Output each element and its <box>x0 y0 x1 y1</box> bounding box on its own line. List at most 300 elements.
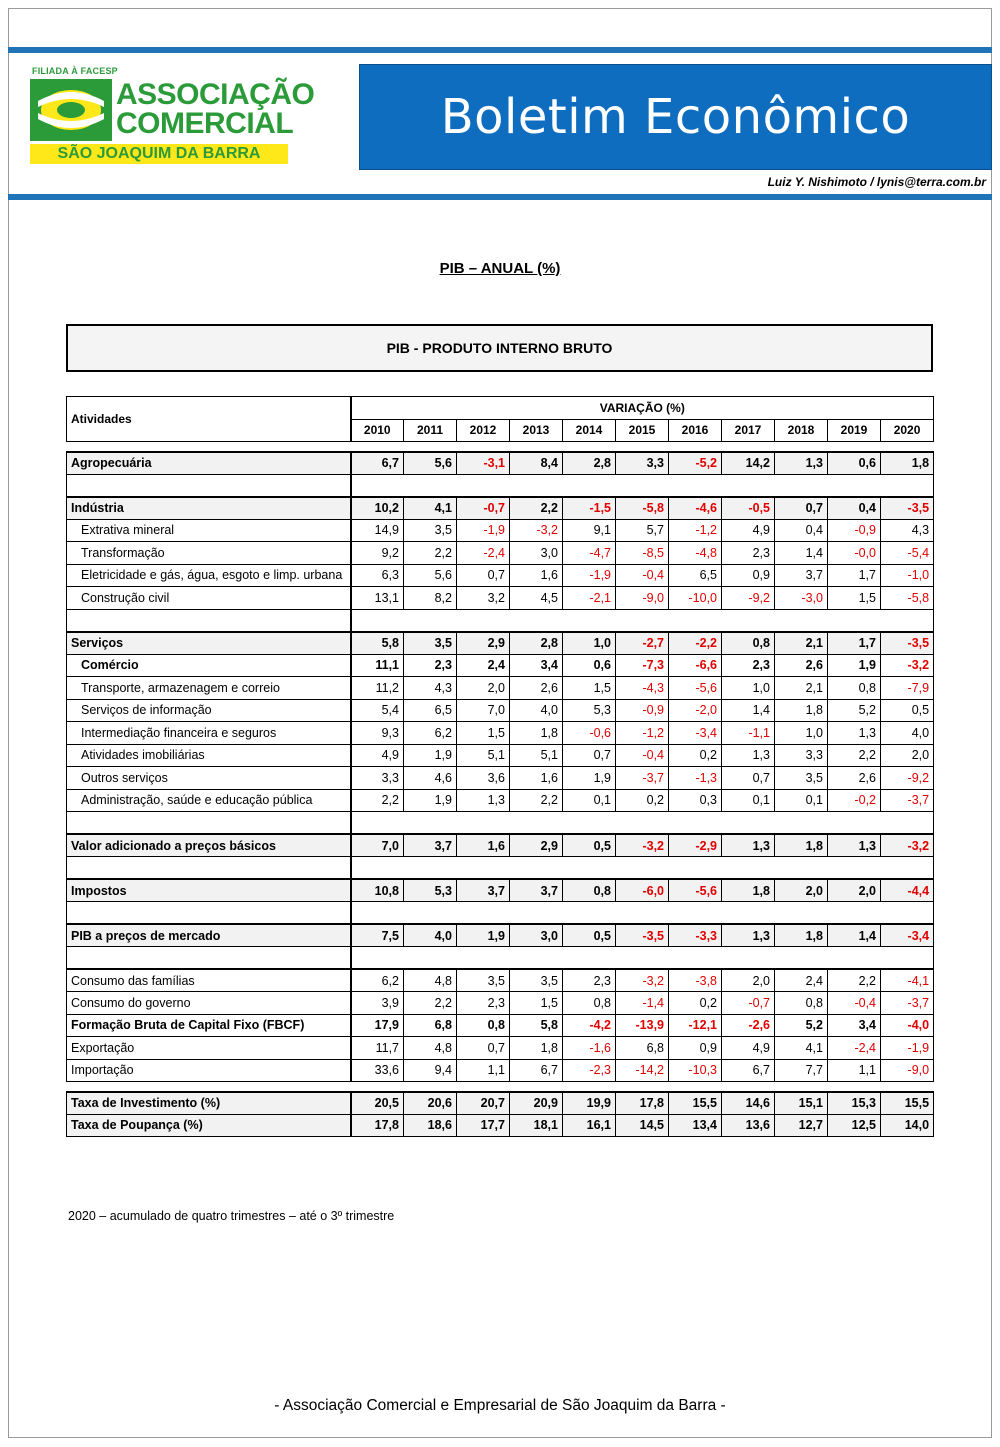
value-cell: 4,3 <box>881 519 934 542</box>
value-cell: 5,8 <box>351 632 404 655</box>
value-cell: 20,5 <box>351 1092 404 1115</box>
value-cell: -2,4 <box>828 1037 881 1060</box>
value-cell: 4,1 <box>404 497 457 520</box>
spacer-row <box>67 442 934 452</box>
row-label: Serviços <box>67 632 351 655</box>
value-cell: -3,7 <box>616 767 669 790</box>
value-cell: -0,6 <box>563 722 616 745</box>
value-cell: 3,5 <box>404 519 457 542</box>
table-row <box>67 834 934 857</box>
value-cell: -0,5 <box>722 497 775 520</box>
value-cell: -3,1 <box>457 452 510 475</box>
table-row <box>67 1114 934 1137</box>
value-cell: 3,3 <box>351 767 404 790</box>
row-label: Consumo do governo <box>67 992 351 1015</box>
value-cell: 14,9 <box>351 519 404 542</box>
table-header-row-1 <box>67 397 934 420</box>
year-header: 2020 <box>881 419 934 442</box>
value-cell: -2,0 <box>669 699 722 722</box>
value-cell: -0,4 <box>616 564 669 587</box>
value-cell: 9,4 <box>404 1059 457 1082</box>
value-cell: -9,0 <box>616 587 669 610</box>
row-label: Transformação <box>67 542 351 565</box>
value-cell: 0,8 <box>457 1014 510 1037</box>
table-row <box>67 744 934 767</box>
association-logo <box>28 66 315 166</box>
value-cell: 1,1 <box>828 1059 881 1082</box>
table-row <box>67 497 934 520</box>
value-cell: -0,9 <box>828 519 881 542</box>
value-cell: 3,7 <box>457 879 510 902</box>
value-cell: 0,7 <box>457 564 510 587</box>
row-label: Transporte, armazenagem e correio <box>67 677 351 700</box>
table-row <box>67 1037 934 1060</box>
row-label: Comércio <box>67 654 351 677</box>
table-title: PIB - PRODUTO INTERNO BRUTO <box>386 340 613 356</box>
value-cell: 11,7 <box>351 1037 404 1060</box>
value-cell: 1,8 <box>775 924 828 947</box>
value-cell: 8,4 <box>510 452 563 475</box>
value-cell: 1,8 <box>510 722 563 745</box>
column-group-header: VARIAÇÃO (%) <box>351 397 934 420</box>
gdp-table <box>66 396 934 1137</box>
year-header: 2019 <box>828 419 881 442</box>
table-body <box>67 442 934 1137</box>
blank-cell <box>351 812 934 835</box>
logo-filiada-text: FILIADA À FACESP <box>32 66 118 76</box>
value-cell: 3,3 <box>616 452 669 475</box>
value-cell: 0,6 <box>828 452 881 475</box>
value-cell: 0,1 <box>722 789 775 812</box>
value-cell: -5,2 <box>669 452 722 475</box>
value-cell: 4,0 <box>881 722 934 745</box>
year-header: 2010 <box>351 419 404 442</box>
value-cell: -4,3 <box>616 677 669 700</box>
value-cell: 2,0 <box>457 677 510 700</box>
blank-row <box>67 474 934 497</box>
blank-row <box>67 857 934 880</box>
value-cell: 0,9 <box>722 564 775 587</box>
value-cell: -9,0 <box>881 1059 934 1082</box>
value-cell: 1,9 <box>828 654 881 677</box>
value-cell: 2,3 <box>722 542 775 565</box>
value-cell: 1,0 <box>563 632 616 655</box>
value-cell: 5,7 <box>616 519 669 542</box>
row-label: Outros serviços <box>67 767 351 790</box>
value-cell: 5,1 <box>457 744 510 767</box>
value-cell: -5,6 <box>669 677 722 700</box>
value-cell: 0,3 <box>669 789 722 812</box>
row-label: Valor adicionado a preços básicos <box>67 834 351 857</box>
value-cell: -1,2 <box>616 722 669 745</box>
value-cell: 5,3 <box>563 699 616 722</box>
value-cell: -2,1 <box>563 587 616 610</box>
value-cell: 18,6 <box>404 1114 457 1137</box>
value-cell: 1,8 <box>775 834 828 857</box>
value-cell: 1,7 <box>828 632 881 655</box>
value-cell: 2,0 <box>828 879 881 902</box>
value-cell: 33,6 <box>351 1059 404 1082</box>
value-cell: 6,2 <box>404 722 457 745</box>
value-cell: 4,0 <box>510 699 563 722</box>
value-cell: -7,3 <box>616 654 669 677</box>
column-header-activities: Atividades <box>67 397 351 442</box>
value-cell: 7,0 <box>457 699 510 722</box>
spacer-cell <box>67 442 934 452</box>
value-cell: 13,1 <box>351 587 404 610</box>
value-cell: 4,3 <box>404 677 457 700</box>
value-cell: 19,9 <box>563 1092 616 1115</box>
value-cell: -0,7 <box>722 992 775 1015</box>
value-cell: -3,2 <box>616 834 669 857</box>
year-header: 2017 <box>722 419 775 442</box>
value-cell: 1,4 <box>722 699 775 722</box>
value-cell: 1,3 <box>722 834 775 857</box>
value-cell: -0,0 <box>828 542 881 565</box>
value-cell: -4,2 <box>563 1014 616 1037</box>
blank-row <box>67 812 934 835</box>
value-cell: -3,3 <box>669 924 722 947</box>
value-cell: 1,6 <box>510 564 563 587</box>
header-top-rule <box>8 47 992 53</box>
row-label: PIB a preços de mercado <box>67 924 351 947</box>
value-cell: -1,9 <box>881 1037 934 1060</box>
value-cell: -0,9 <box>616 699 669 722</box>
value-cell: -5,8 <box>881 587 934 610</box>
value-cell: 3,3 <box>775 744 828 767</box>
author-credit: Luiz Y. Nishimoto / lynis@terra.com.br <box>767 175 986 189</box>
year-header: 2011 <box>404 419 457 442</box>
row-label: Agropecuária <box>67 452 351 475</box>
table-row <box>67 969 934 992</box>
value-cell: 1,7 <box>828 564 881 587</box>
value-cell: 17,8 <box>616 1092 669 1115</box>
value-cell: 14,2 <box>722 452 775 475</box>
table-row <box>67 677 934 700</box>
value-cell: 2,2 <box>510 789 563 812</box>
bulletin-banner <box>359 64 992 170</box>
year-header: 2015 <box>616 419 669 442</box>
value-cell: 2,2 <box>828 744 881 767</box>
value-cell: 3,9 <box>351 992 404 1015</box>
value-cell: 1,4 <box>828 924 881 947</box>
value-cell: 15,5 <box>669 1092 722 1115</box>
value-cell: -8,5 <box>616 542 669 565</box>
value-cell: -14,2 <box>616 1059 669 1082</box>
header-bottom-rule <box>8 194 992 200</box>
year-header: 2018 <box>775 419 828 442</box>
value-cell: 0,5 <box>881 699 934 722</box>
value-cell: 2,0 <box>775 879 828 902</box>
table-row <box>67 519 934 542</box>
value-cell: 2,4 <box>457 654 510 677</box>
value-cell: 6,5 <box>669 564 722 587</box>
value-cell: 11,1 <box>351 654 404 677</box>
value-cell: -6,6 <box>669 654 722 677</box>
value-cell: -12,1 <box>669 1014 722 1037</box>
value-cell: 0,6 <box>563 654 616 677</box>
value-cell: -10,3 <box>669 1059 722 1082</box>
value-cell: -2,2 <box>669 632 722 655</box>
value-cell: 5,6 <box>404 452 457 475</box>
value-cell: -3,5 <box>616 924 669 947</box>
value-cell: -5,4 <box>881 542 934 565</box>
value-cell: -2,7 <box>616 632 669 655</box>
page-footer: - Associação Comercial e Empresarial de São Joaquim da Barra - <box>274 1397 726 1414</box>
value-cell: 0,8 <box>722 632 775 655</box>
value-cell: 2,6 <box>510 677 563 700</box>
value-cell: -9,2 <box>722 587 775 610</box>
value-cell: 6,2 <box>351 969 404 992</box>
value-cell: -0,4 <box>616 744 669 767</box>
value-cell: 20,9 <box>510 1092 563 1115</box>
value-cell: 1,3 <box>828 834 881 857</box>
value-cell: -3,4 <box>669 722 722 745</box>
value-cell: 17,8 <box>351 1114 404 1137</box>
value-cell: 7,7 <box>775 1059 828 1082</box>
value-cell: -3,0 <box>775 587 828 610</box>
value-cell: 1,4 <box>775 542 828 565</box>
value-cell: 3,6 <box>457 767 510 790</box>
value-cell: 15,3 <box>828 1092 881 1115</box>
value-cell: 0,8 <box>563 992 616 1015</box>
value-cell: 1,6 <box>510 767 563 790</box>
value-cell: 1,9 <box>404 789 457 812</box>
value-cell: 1,9 <box>457 924 510 947</box>
value-cell: 12,7 <box>775 1114 828 1137</box>
value-cell: 1,5 <box>510 992 563 1015</box>
value-cell: -2,6 <box>722 1014 775 1037</box>
table-row <box>67 452 934 475</box>
value-cell: 3,7 <box>510 879 563 902</box>
value-cell: -10,0 <box>669 587 722 610</box>
blank-cell <box>67 474 351 497</box>
value-cell: 14,0 <box>881 1114 934 1137</box>
value-cell: -4,6 <box>669 497 722 520</box>
value-cell: 3,4 <box>828 1014 881 1037</box>
value-cell: 13,4 <box>669 1114 722 1137</box>
blank-cell <box>67 902 351 925</box>
value-cell: -3,5 <box>881 497 934 520</box>
value-cell: 6,5 <box>404 699 457 722</box>
blank-cell <box>351 474 934 497</box>
value-cell: 1,5 <box>563 677 616 700</box>
value-cell: 3,5 <box>775 767 828 790</box>
value-cell: 1,3 <box>775 452 828 475</box>
value-cell: 7,5 <box>351 924 404 947</box>
value-cell: 5,6 <box>404 564 457 587</box>
value-cell: 2,2 <box>828 969 881 992</box>
row-label: Taxa de Investimento (%) <box>67 1092 351 1115</box>
value-cell: 1,8 <box>881 452 934 475</box>
value-cell: -1,3 <box>669 767 722 790</box>
table-row <box>67 789 934 812</box>
value-cell: 0,2 <box>669 992 722 1015</box>
value-cell: 0,4 <box>775 519 828 542</box>
value-cell: 2,3 <box>404 654 457 677</box>
value-cell: -5,6 <box>669 879 722 902</box>
blank-row <box>67 609 934 632</box>
value-cell: 12,5 <box>828 1114 881 1137</box>
value-cell: 2,3 <box>722 654 775 677</box>
table-row <box>67 1059 934 1082</box>
row-label: Formação Bruta de Capital Fixo (FBCF) <box>67 1014 351 1037</box>
value-cell: 20,6 <box>404 1092 457 1115</box>
value-cell: 3,4 <box>510 654 563 677</box>
value-cell: 1,8 <box>510 1037 563 1060</box>
value-cell: 0,5 <box>563 924 616 947</box>
value-cell: -1,9 <box>457 519 510 542</box>
value-cell: 13,6 <box>722 1114 775 1137</box>
table-row <box>67 654 934 677</box>
value-cell: 5,1 <box>510 744 563 767</box>
value-cell: 3,5 <box>404 632 457 655</box>
value-cell: 4,9 <box>722 519 775 542</box>
row-label: Exportação <box>67 1037 351 1060</box>
value-cell: 14,5 <box>616 1114 669 1137</box>
value-cell: 2,9 <box>510 834 563 857</box>
value-cell: -0,7 <box>457 497 510 520</box>
value-cell: 4,5 <box>510 587 563 610</box>
table-row <box>67 722 934 745</box>
table-row <box>67 1092 934 1115</box>
value-cell: -2,4 <box>457 542 510 565</box>
row-label: Eletricidade e gás, água, esgoto e limp. urbana <box>67 564 351 587</box>
value-cell: 1,5 <box>457 722 510 745</box>
value-cell: -3,2 <box>616 969 669 992</box>
row-label: Atividades imobiliárias <box>67 744 351 767</box>
value-cell: 1,3 <box>828 722 881 745</box>
value-cell: 10,8 <box>351 879 404 902</box>
value-cell: 6,8 <box>404 1014 457 1037</box>
value-cell: 17,7 <box>457 1114 510 1137</box>
value-cell: -3,4 <box>881 924 934 947</box>
value-cell: 15,1 <box>775 1092 828 1115</box>
row-label: Serviços de informação <box>67 699 351 722</box>
value-cell: 2,4 <box>775 969 828 992</box>
value-cell: 2,2 <box>351 789 404 812</box>
value-cell: 11,2 <box>351 677 404 700</box>
value-cell: 18,1 <box>510 1114 563 1137</box>
logo-name-line1: ASSOCIAÇÃO <box>116 78 315 111</box>
value-cell: 2,2 <box>510 497 563 520</box>
logo-emblem-icon <box>30 79 112 141</box>
value-cell: -3,5 <box>881 632 934 655</box>
value-cell: -4,1 <box>881 969 934 992</box>
value-cell: 3,5 <box>510 969 563 992</box>
blank-cell <box>67 609 351 632</box>
value-cell: -4,7 <box>563 542 616 565</box>
value-cell: 5,3 <box>404 879 457 902</box>
value-cell: 2,2 <box>404 992 457 1015</box>
row-label: Importação <box>67 1059 351 1082</box>
value-cell: 4,6 <box>404 767 457 790</box>
value-cell: -3,7 <box>881 789 934 812</box>
value-cell: 3,5 <box>457 969 510 992</box>
table-row <box>67 542 934 565</box>
blank-row <box>67 902 934 925</box>
value-cell: 0,9 <box>669 1037 722 1060</box>
value-cell: 1,8 <box>722 879 775 902</box>
value-cell: 1,9 <box>404 744 457 767</box>
value-cell: -0,4 <box>828 992 881 1015</box>
value-cell: 7,0 <box>351 834 404 857</box>
value-cell: 2,6 <box>775 654 828 677</box>
blank-cell <box>67 857 351 880</box>
value-cell: -4,4 <box>881 879 934 902</box>
value-cell: -0,2 <box>828 789 881 812</box>
value-cell: -3,2 <box>510 519 563 542</box>
value-cell: 3,0 <box>510 924 563 947</box>
table-row <box>67 564 934 587</box>
value-cell: 1,0 <box>722 677 775 700</box>
value-cell: -1,4 <box>616 992 669 1015</box>
value-cell: 6,7 <box>510 1059 563 1082</box>
year-header: 2016 <box>669 419 722 442</box>
value-cell: 0,1 <box>563 789 616 812</box>
value-cell: -4,0 <box>881 1014 934 1037</box>
blank-row <box>67 947 934 970</box>
row-label: Indústria <box>67 497 351 520</box>
value-cell: -1,9 <box>563 564 616 587</box>
value-cell: 4,0 <box>404 924 457 947</box>
year-header: 2014 <box>563 419 616 442</box>
value-cell: -7,9 <box>881 677 934 700</box>
value-cell: 2,3 <box>457 992 510 1015</box>
value-cell: 14,6 <box>722 1092 775 1115</box>
value-cell: 2,8 <box>563 452 616 475</box>
value-cell: 0,7 <box>563 744 616 767</box>
value-cell: -4,8 <box>669 542 722 565</box>
row-label: Impostos <box>67 879 351 902</box>
value-cell: 0,2 <box>616 789 669 812</box>
value-cell: 2,9 <box>457 632 510 655</box>
value-cell: 4,1 <box>775 1037 828 1060</box>
value-cell: 0,2 <box>669 744 722 767</box>
row-label: Intermediação financeira e seguros <box>67 722 351 745</box>
value-cell: 4,8 <box>404 969 457 992</box>
value-cell: 3,7 <box>404 834 457 857</box>
value-cell: -6,0 <box>616 879 669 902</box>
value-cell: 2,2 <box>404 542 457 565</box>
value-cell: 6,3 <box>351 564 404 587</box>
blank-cell <box>351 947 934 970</box>
table-row <box>67 924 934 947</box>
blank-cell <box>67 947 351 970</box>
value-cell: 5,4 <box>351 699 404 722</box>
value-cell: 15,5 <box>881 1092 934 1115</box>
value-cell: 0,7 <box>457 1037 510 1060</box>
value-cell: 20,7 <box>457 1092 510 1115</box>
table-row <box>67 699 934 722</box>
value-cell: 0,8 <box>563 879 616 902</box>
value-cell: 6,8 <box>616 1037 669 1060</box>
value-cell: -1,0 <box>881 564 934 587</box>
row-label: Consumo das famílias <box>67 969 351 992</box>
table-row <box>67 587 934 610</box>
value-cell: 5,8 <box>510 1014 563 1037</box>
row-label: Construção civil <box>67 587 351 610</box>
value-cell: 1,3 <box>722 924 775 947</box>
value-cell: 0,7 <box>722 767 775 790</box>
value-cell: 2,1 <box>775 677 828 700</box>
blank-cell <box>351 902 934 925</box>
value-cell: -3,7 <box>881 992 934 1015</box>
value-cell: -2,9 <box>669 834 722 857</box>
year-header: 2013 <box>510 419 563 442</box>
value-cell: -1,2 <box>669 519 722 542</box>
value-cell: 1,9 <box>563 767 616 790</box>
